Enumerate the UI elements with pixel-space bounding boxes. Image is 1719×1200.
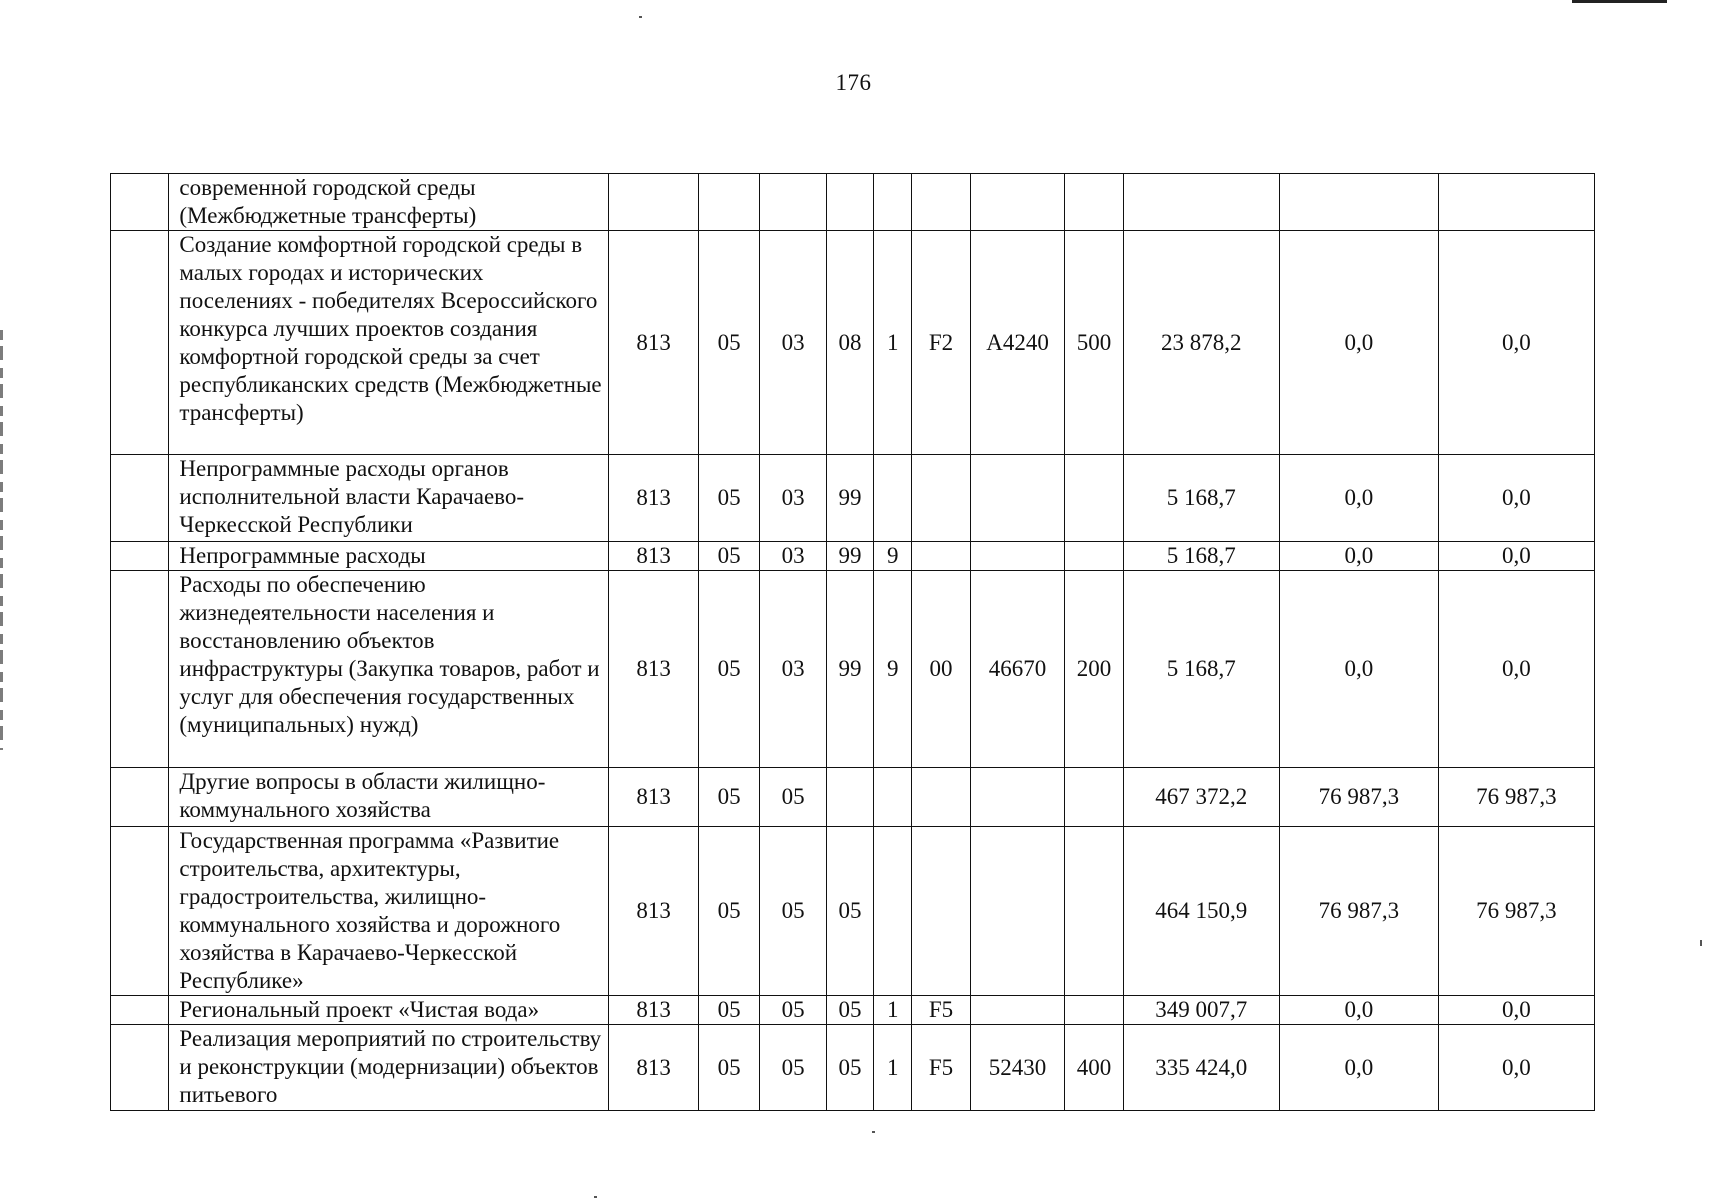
expense-name-cell: современной городской среды (Межбюджетные трансферты)	[169, 174, 609, 231]
section-code-cell: 05	[698, 996, 759, 1025]
project-code-cell: F2	[912, 231, 970, 455]
expense-name-cell: Создание комфортной городской среды в малых городах и исторических поселениях - победителях Всероссийского конкурса лучших проектов создания комфортной городской среды за счет республиканских средств (Межбюджетные трансферты)	[169, 231, 609, 455]
amount-year2-cell: 0,0	[1279, 1025, 1438, 1111]
row-number-cell	[111, 827, 169, 996]
project-code-cell	[912, 827, 970, 996]
expense-name-cell: Государственная программа «Развитие строительства, архитектуры, градостроительства, жилищно-коммунального хозяйства и дорожного хозяйства в Карачаево-Черкесской Республике»	[169, 827, 609, 996]
scan-speck	[639, 16, 642, 18]
subprogram-code-cell: 1	[874, 231, 912, 455]
subprogram-code-cell	[874, 827, 912, 996]
program-code-cell	[826, 768, 873, 827]
amount-year2-cell	[1279, 174, 1438, 231]
row-number-cell	[111, 768, 169, 827]
subsection-code-cell	[760, 174, 826, 231]
table-row	[111, 542, 1595, 571]
amount-year3-cell: 76 987,3	[1438, 768, 1594, 827]
amount-year2-cell: 0,0	[1279, 231, 1438, 455]
amount-year3-cell: 0,0	[1438, 571, 1594, 768]
table-row	[111, 455, 1595, 542]
direction-code-cell	[970, 174, 1065, 231]
subsection-code-cell: 03	[760, 542, 826, 571]
subprogram-code-cell: 1	[874, 1025, 912, 1111]
amount-year1-cell: 349 007,7	[1123, 996, 1279, 1025]
subsection-code-cell: 03	[760, 231, 826, 455]
subprogram-code-cell	[874, 455, 912, 542]
amount-year2-cell: 0,0	[1279, 542, 1438, 571]
amount-year3-cell: 0,0	[1438, 1025, 1594, 1111]
amount-year2-cell: 76 987,3	[1279, 768, 1438, 827]
expense-type-cell	[1065, 455, 1123, 542]
expense-name-cell: Региональный проект «Чистая вода»	[169, 996, 609, 1025]
direction-code-cell	[970, 827, 1065, 996]
ministry-code-cell: 813	[609, 455, 699, 542]
amount-year1-cell: 467 372,2	[1123, 768, 1279, 827]
amount-year1-cell: 335 424,0	[1123, 1025, 1279, 1111]
amount-year3-cell	[1438, 174, 1594, 231]
amount-year1-cell: 464 150,9	[1123, 827, 1279, 996]
scan-speck	[1700, 940, 1702, 946]
subsection-code-cell: 05	[760, 996, 826, 1025]
row-number-cell	[111, 455, 169, 542]
amount-year3-cell: 76 987,3	[1438, 827, 1594, 996]
table-row	[111, 827, 1595, 996]
row-number-cell	[111, 996, 169, 1025]
subprogram-code-cell: 1	[874, 996, 912, 1025]
table-row	[111, 768, 1595, 827]
subsection-code-cell: 05	[760, 1025, 826, 1111]
amount-year1-cell	[1123, 174, 1279, 231]
amount-year2-cell: 0,0	[1279, 455, 1438, 542]
row-number-cell	[111, 231, 169, 455]
project-code-cell	[912, 542, 970, 571]
project-code-cell: 00	[912, 571, 970, 768]
subprogram-code-cell	[874, 174, 912, 231]
direction-code-cell: 46670	[970, 571, 1065, 768]
direction-code-cell	[970, 996, 1065, 1025]
subsection-code-cell: 03	[760, 455, 826, 542]
direction-code-cell	[970, 455, 1065, 542]
subprogram-code-cell	[874, 768, 912, 827]
section-code-cell: 05	[698, 571, 759, 768]
amount-year2-cell: 0,0	[1279, 571, 1438, 768]
amount-year2-cell: 76 987,3	[1279, 827, 1438, 996]
subprogram-code-cell: 9	[874, 542, 912, 571]
ministry-code-cell: 813	[609, 768, 699, 827]
amount-year3-cell: 0,0	[1438, 231, 1594, 455]
subsection-code-cell: 05	[760, 768, 826, 827]
section-code-cell: 05	[698, 542, 759, 571]
project-code-cell: F5	[912, 1025, 970, 1111]
scan-edge-artifact	[0, 330, 3, 750]
expense-name-cell: Реализация мероприятий по строительству и реконструкции (модернизации) объектов питьевого	[169, 1025, 609, 1111]
amount-year1-cell: 5 168,7	[1123, 542, 1279, 571]
expense-name-cell: Непрограммные расходы органов исполнительной власти Карачаево-Черкесской Республики	[169, 455, 609, 542]
section-code-cell: 05	[698, 455, 759, 542]
scan-speck	[594, 1196, 597, 1198]
section-code-cell	[698, 174, 759, 231]
ministry-code-cell	[609, 174, 699, 231]
project-code-cell	[912, 768, 970, 827]
table-row	[111, 231, 1595, 455]
page-number: 176	[835, 70, 872, 95]
expense-type-cell	[1065, 768, 1123, 827]
direction-code-cell	[970, 542, 1065, 571]
table-row	[111, 1025, 1595, 1111]
section-code-cell: 05	[698, 827, 759, 996]
table-row	[111, 174, 1595, 231]
expense-type-cell: 400	[1065, 1025, 1123, 1111]
expense-type-cell	[1065, 542, 1123, 571]
expense-name-cell: Другие вопросы в области жилищно-коммунального хозяйства	[169, 768, 609, 827]
ministry-code-cell: 813	[609, 996, 699, 1025]
direction-code-cell	[970, 768, 1065, 827]
expense-name-cell: Непрограммные расходы	[169, 542, 609, 571]
section-code-cell: 05	[698, 1025, 759, 1111]
amount-year1-cell: 5 168,7	[1123, 455, 1279, 542]
amount-year3-cell: 0,0	[1438, 542, 1594, 571]
amount-year1-cell: 23 878,2	[1123, 231, 1279, 455]
program-code-cell: 99	[826, 455, 873, 542]
direction-code-cell: 52430	[970, 1025, 1065, 1111]
ministry-code-cell: 813	[609, 571, 699, 768]
expense-type-cell	[1065, 827, 1123, 996]
program-code-cell: 05	[826, 996, 873, 1025]
section-code-cell: 05	[698, 768, 759, 827]
ministry-code-cell: 813	[609, 827, 699, 996]
expense-type-cell: 200	[1065, 571, 1123, 768]
subsection-code-cell: 03	[760, 571, 826, 768]
ministry-code-cell: 813	[609, 542, 699, 571]
amount-year2-cell: 0,0	[1279, 996, 1438, 1025]
project-code-cell	[912, 455, 970, 542]
top-edge-rule	[1572, 0, 1667, 3]
ministry-code-cell: 813	[609, 1025, 699, 1111]
program-code-cell: 08	[826, 231, 873, 455]
project-code-cell: F5	[912, 996, 970, 1025]
section-code-cell: 05	[698, 231, 759, 455]
amount-year1-cell: 5 168,7	[1123, 571, 1279, 768]
direction-code-cell: A4240	[970, 231, 1065, 455]
program-code-cell: 05	[826, 827, 873, 996]
ministry-code-cell: 813	[609, 231, 699, 455]
scan-speck	[872, 1131, 875, 1133]
subsection-code-cell: 05	[760, 827, 826, 996]
expense-type-cell: 500	[1065, 231, 1123, 455]
subprogram-code-cell: 9	[874, 571, 912, 768]
row-number-cell	[111, 542, 169, 571]
program-code-cell	[826, 174, 873, 231]
program-code-cell: 99	[826, 571, 873, 768]
row-number-cell	[111, 174, 169, 231]
row-number-cell	[111, 1025, 169, 1111]
table-row	[111, 996, 1595, 1025]
expense-type-cell	[1065, 996, 1123, 1025]
expense-type-cell	[1065, 174, 1123, 231]
project-code-cell	[912, 174, 970, 231]
table-row	[111, 571, 1595, 768]
program-code-cell: 99	[826, 542, 873, 571]
budget-table	[110, 173, 1595, 1111]
amount-year3-cell: 0,0	[1438, 455, 1594, 542]
amount-year3-cell: 0,0	[1438, 996, 1594, 1025]
program-code-cell: 05	[826, 1025, 873, 1111]
row-number-cell	[111, 571, 169, 768]
expense-name-cell: Расходы по обеспечению жизнедеятельности населения и восстановлению объектов инфраструктуры (Закупка товаров, работ и услуг для обеспечения государственных (муниципальных) нужд)	[169, 571, 609, 768]
